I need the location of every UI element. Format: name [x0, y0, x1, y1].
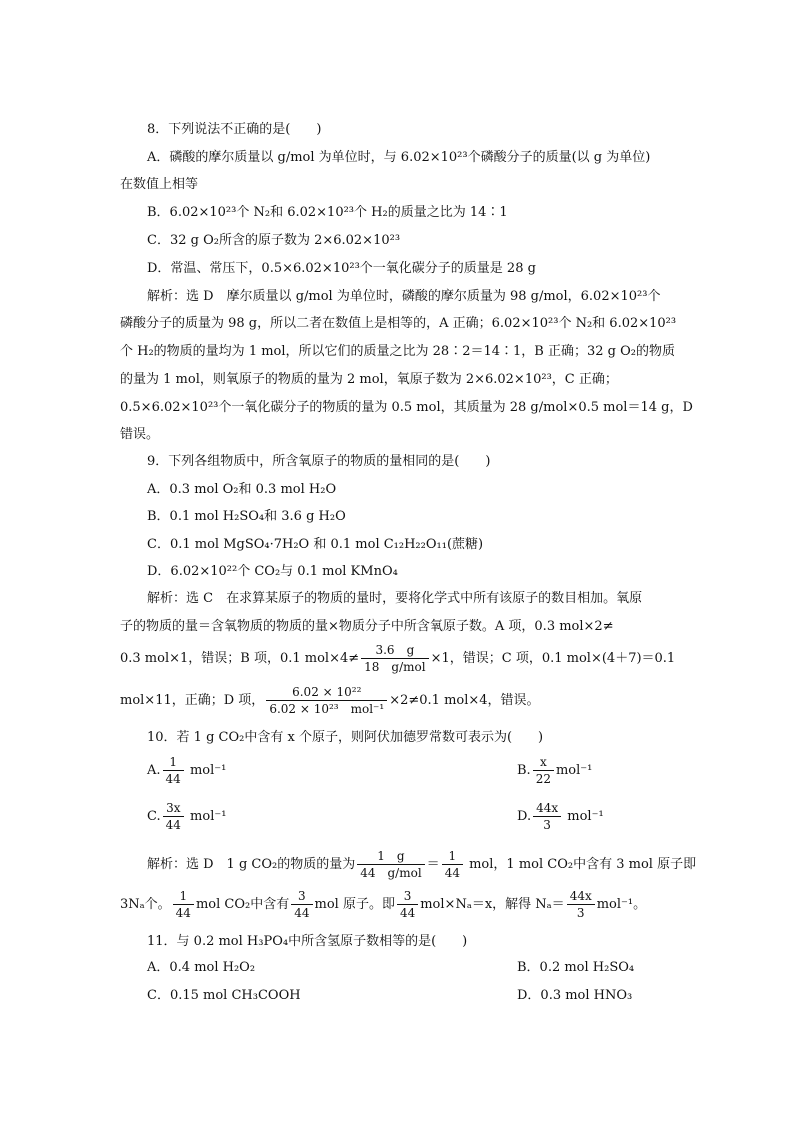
q10-options-cd: [147, 800, 707, 834]
option-label: A.: [147, 763, 161, 778]
unit: mol⁻¹: [190, 809, 227, 824]
text: mol CO₂中含有: [195, 897, 290, 912]
fraction-numerator: 3: [397, 888, 418, 905]
q8-answer-line-3: 个 H₂的物质的量均为 1 mol，所以它们的质量之比为 28∶2＝14∶1，B 正确；32 g O₂的物质: [120, 344, 675, 359]
fraction: [357, 848, 424, 881]
q11-options-cd: [147, 986, 707, 1006]
fraction-numerator: 1 g: [357, 848, 424, 865]
q11-option-a: A．0.4 mol H₂O₂: [147, 960, 256, 975]
fraction: [397, 888, 418, 921]
q8-option-c: C．32 g O₂所含的原子数为 2×6.02×10²³: [147, 233, 401, 248]
q10-options-ab: [147, 754, 707, 788]
unit: mol⁻¹: [555, 763, 593, 778]
fraction-numerator: 44x: [567, 888, 595, 905]
option-label: B.: [517, 763, 531, 778]
q8-answer-line-4: 的量为 1 mol，则氧原子的物质的量为 2 mol，氧原子数为 2×6.02×10²³，C 正确；: [120, 372, 618, 387]
fraction-numerator: x: [533, 754, 554, 771]
fraction-denominator: 44: [444, 866, 460, 880]
text: ＝: [426, 857, 440, 872]
fraction-numerator: 1: [163, 754, 184, 771]
unit: mol⁻¹: [567, 809, 604, 824]
q8-answer-line-1: 解析：选 D 摩尔质量以 g/mol 为单位时，磷酸的摩尔质量为 98 g/mol，6.02×10²³个: [147, 289, 661, 304]
fraction-denominator: 44 g/mol: [360, 866, 422, 880]
q8-option-a: A．磷酸的摩尔质量以 g/mol 为单位时，与 6.02×10²³个磷酸分子的质量(以 g 为单位): [147, 150, 651, 165]
q9-option-c: C．0.1 mol MgSO₄·7H₂O 和 0.1 mol C₁₂H₂₂O₁₁(蔗糖): [147, 537, 484, 552]
q10-answer-line-1: [147, 848, 707, 882]
q10-option-b: [517, 754, 592, 788]
fraction-numerator: 1: [442, 848, 463, 865]
text: mol⁻¹。: [596, 897, 647, 912]
q10-option-d: [517, 800, 604, 834]
q8-answer-line-6: 错误。: [120, 427, 160, 442]
fraction-denominator: 44: [165, 818, 181, 832]
text: mol，1 mol CO₂中含有 3 mol 原子即: [469, 857, 697, 872]
q9-ans3-post: ×1，错误；C 项，0.1 mol×(4＋7)＝0.1: [430, 651, 676, 666]
q8-option-a-cont: 在数值上相等: [120, 177, 199, 192]
q9-ans3-pre: 0.3 mol×1，错误；B 项，0.1 mol×4≠: [120, 651, 360, 666]
q8-stem: 8．下列说法不正确的是( ): [147, 122, 322, 137]
fraction-denominator: 6.02 × 10²³ mol⁻¹: [269, 702, 385, 716]
q11-stem: 11．与 0.2 mol H₃PO₄中所含氢原子数相等的是( ): [147, 934, 468, 949]
fraction-denominator: 3: [543, 818, 551, 832]
option-label: C.: [147, 809, 161, 824]
fraction: [533, 800, 561, 833]
q8-option-d: D．常温、常压下，0.5×6.02×10²³个一氧化碳分子的质量是 28 g: [147, 261, 536, 276]
unit: mol⁻¹: [189, 763, 227, 778]
fraction: [163, 754, 184, 787]
q11-option-d: D．0.3 mol HNO₃: [517, 988, 633, 1003]
q9-option-d: D．6.02×10²²个 CO₂与 0.1 mol KMnO₄: [147, 564, 398, 579]
q9-answer-line-3: [120, 642, 680, 676]
q10-option-c: [147, 801, 227, 832]
fraction-numerator: 1: [173, 888, 194, 905]
q10-stem: 10．若 1 g CO₂中含有 x 个原子，则阿伏加德罗常数可表示为( ): [147, 730, 544, 745]
q9-ans4-pre: mol×11，正确；D 项，: [120, 693, 265, 708]
q9-answer-line-1: 解析：选 C 在求算某原子的物质的量时，要将化学式中所有该原子的数目相加。氧原: [147, 591, 643, 606]
fraction: [173, 888, 194, 921]
fraction-numerator: 3: [291, 888, 312, 905]
fraction: [442, 848, 463, 881]
fraction-numerator: 6.02 × 10²²: [266, 684, 387, 701]
fraction-denominator: 44: [165, 772, 181, 786]
fraction-numerator: 3x: [163, 800, 184, 817]
q9-ans4-post: ×2≠0.1 mol×4，错误。: [389, 693, 540, 708]
fraction-denominator: 3: [576, 906, 585, 920]
fraction-denominator: 44: [399, 906, 416, 920]
q9-stem: 9．下列各组物质中，所含氧原子的物质的量相同的是( ): [147, 454, 491, 469]
fraction-numerator: 3.6 g: [361, 642, 428, 659]
text: 解析：选 D 1 g CO₂的物质的量为: [147, 857, 356, 872]
text: 3Nₐ个。: [120, 897, 171, 912]
q8-option-b: B．6.02×10²³个 N₂和 6.02×10²³个 H₂的质量之比为 14∶1: [147, 205, 508, 220]
q8-answer-line-2: 磷酸分子的质量为 98 g，所以二者在数值上是相等的，A 正确；6.02×10²³个 N₂和 6.02×10²³: [120, 316, 677, 331]
q11-options-ab: [147, 958, 707, 978]
fraction: [291, 888, 312, 921]
fraction-denominator: 44: [175, 906, 191, 920]
fraction: [163, 800, 184, 833]
text: mol 原子。即: [314, 897, 395, 912]
text: mol×Nₐ＝x，解得 Nₐ＝: [420, 897, 565, 912]
q10-option-a: [147, 755, 227, 786]
fraction-denominator: 44: [294, 906, 310, 920]
fraction: [361, 642, 428, 675]
option-label: D.: [517, 809, 532, 824]
fraction-denominator: 18 g/mol: [364, 660, 426, 674]
q10-answer-line-2: [120, 888, 680, 922]
q9-answer-line-4: [120, 684, 680, 718]
fraction: [567, 888, 595, 921]
q11-option-c: C．0.15 mol CH₃COOH: [147, 988, 301, 1003]
fraction-numerator: 44x: [533, 800, 561, 817]
fraction: [266, 684, 387, 717]
q9-option-a: A．0.3 mol O₂和 0.3 mol H₂O: [147, 482, 337, 497]
fraction-denominator: 22: [535, 772, 551, 786]
q8-answer-line-5: 0.5×6.02×10²³个一氧化碳分子的物质的量为 0.5 mol，其质量为 28 g/mol×0.5 mol＝14 g，D: [120, 400, 693, 415]
q9-answer-line-2: 子的物质的量＝含氧物质的物质的量×物质分子中所含氧原子数。A 项，0.3 mol×2≠: [120, 619, 614, 634]
fraction: [533, 754, 554, 787]
q11-option-b: B．0.2 mol H₂SO₄: [517, 960, 635, 975]
q9-option-b: B．0.1 mol H₂SO₄和 3.6 g H₂O: [147, 509, 346, 524]
